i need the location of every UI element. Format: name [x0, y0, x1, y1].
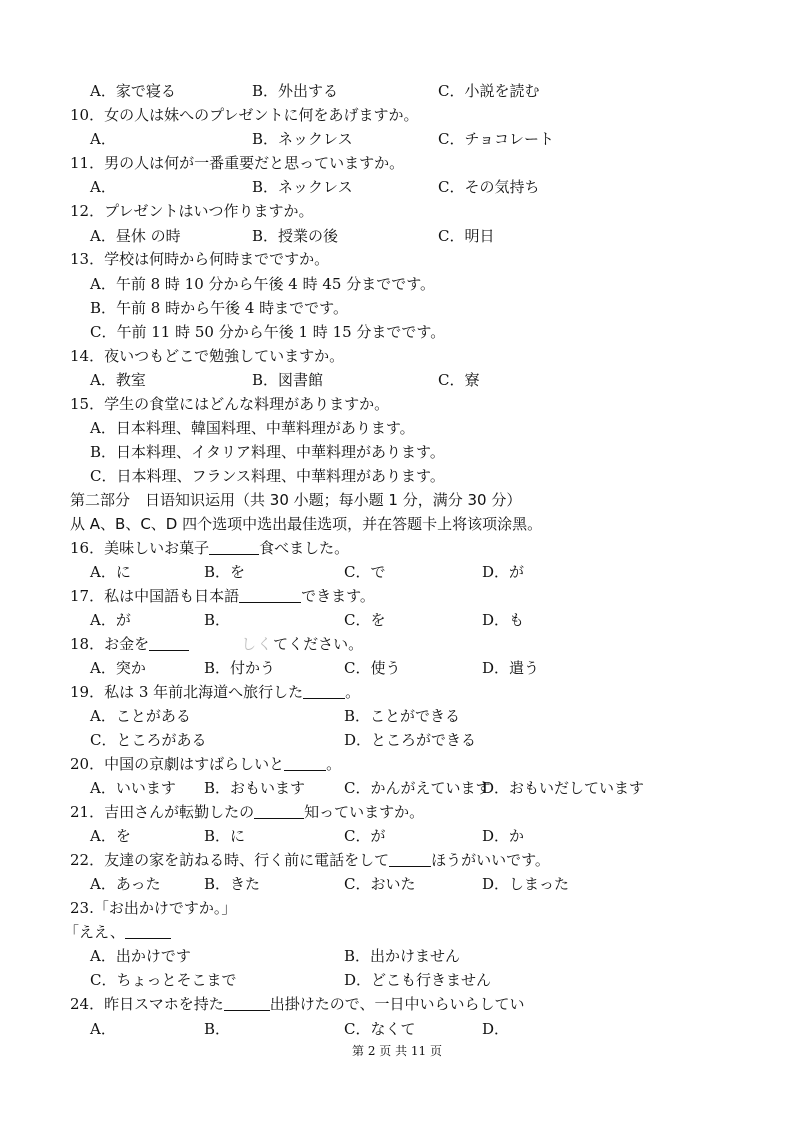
option: B．ネックレス	[252, 130, 353, 148]
option: B．図書館	[252, 371, 324, 389]
stem-text: 21．吉田さんが転勤したの	[70, 803, 255, 821]
answer-blank	[254, 804, 304, 819]
option: D．ところができる	[344, 731, 477, 749]
option: C．ちょっとそこまで	[90, 971, 237, 989]
question-22-stem	[70, 849, 754, 871]
option: A．あった	[90, 875, 161, 893]
option: C．午前 11 時 50 分から午後 1 時 15 分までです。	[90, 323, 446, 341]
question-18-stem	[70, 633, 754, 655]
stem-text: 22．友達の家を訪ねる時、行く前に電話をして	[70, 851, 390, 869]
option: A．教室	[90, 371, 146, 389]
option: A．いいます	[90, 779, 176, 797]
stem-text: 。	[326, 755, 342, 773]
option: A．昼休 の時	[90, 227, 181, 245]
option: C．おいた	[344, 875, 416, 893]
option: B．を	[204, 563, 246, 581]
answer-blank	[224, 996, 270, 1011]
answer-blank	[149, 636, 189, 651]
question-17-stem	[70, 585, 754, 607]
stem-text: 16．美味しいお菓子	[70, 539, 210, 557]
question-11-stem: 11．男の人は何が一番重要だと思っていますか。	[70, 154, 405, 172]
stem-text: 出掛けたので、一日中いらいらしてい	[269, 995, 525, 1013]
question-20-stem	[70, 753, 754, 775]
option: A．を	[90, 827, 131, 845]
option: C．小説を読む	[438, 82, 540, 100]
option: B．きた	[204, 875, 261, 893]
question-15-stem: 15．学生の食堂にはどんな料理がありますか。	[70, 395, 390, 413]
option: D．が	[482, 563, 525, 581]
option: B．出かけません	[344, 947, 461, 965]
option: B．授業の後	[252, 227, 339, 245]
option: C．使う	[344, 659, 401, 677]
option: B．付かう	[204, 659, 276, 677]
option: A．	[90, 130, 116, 148]
stem-text: ほうがいいです。	[431, 851, 550, 869]
question-23-stem: 23.「お出かけですか。」	[70, 899, 237, 917]
stem-text: てください。	[273, 635, 364, 653]
option: C．寮	[438, 371, 480, 389]
answer-blank	[389, 852, 431, 867]
option: A．が	[90, 611, 131, 629]
option: D．か	[482, 827, 525, 845]
answer-blank	[303, 684, 345, 699]
question-21-stem	[70, 801, 754, 823]
question-10-stem: 10．女の人は妹へのプレゼントに何をあげますか。	[70, 106, 419, 124]
option: A．出かけです	[90, 947, 191, 965]
option: C．なくて	[344, 1020, 416, 1038]
question-16-stem	[70, 537, 754, 559]
question-24-stem	[70, 993, 754, 1015]
option: B．外出する	[252, 82, 339, 100]
question-13-stem: 13．学校は何時から何時までですか。	[70, 250, 330, 268]
option: B．に	[204, 827, 246, 845]
option: D．しまった	[482, 875, 570, 893]
option: C．日本料理、フランス料理、中華料理があります。	[90, 467, 445, 485]
option: A．	[90, 178, 116, 196]
question-19-stem	[70, 681, 754, 703]
option: B．	[204, 1020, 231, 1038]
stem-text: できます。	[301, 587, 375, 605]
stem-text: 知っていますか。	[304, 803, 425, 821]
option: D．も	[482, 611, 525, 629]
question-23-reply	[64, 921, 754, 943]
option: D．おもいだしています	[482, 779, 645, 797]
option: C．その気持ち	[438, 178, 540, 196]
option: A．家で寝る	[90, 82, 176, 100]
section-instruction: 从 A、B、C、D 四个选项中选出最佳选项，并在答题卡上将该项涂黑。	[70, 515, 543, 533]
answer-blank	[284, 756, 326, 771]
option: C．かんがえています	[344, 779, 491, 797]
option: A．に	[90, 563, 131, 581]
option: D．どこも行きません	[344, 971, 492, 989]
question-14-stem: 14．夜いつもどこで勉強していますか。	[70, 347, 345, 365]
option: C．を	[344, 611, 386, 629]
stem-text: 18．お金を	[70, 635, 150, 653]
stem-text: 。	[345, 683, 361, 701]
option: B．ネックレス	[252, 178, 353, 196]
option: D．遣う	[482, 659, 540, 677]
stem-text: 20．中国の京劇はすばらしいと	[70, 755, 285, 773]
question-12-stem: 12．プレゼントはいつ作りますか。	[70, 202, 314, 220]
option: A．日本料理、韓国料理、中華料理があります。	[90, 419, 415, 437]
stem-text: 17．私は中国語も日本語	[70, 587, 240, 605]
option: A．ことがある	[90, 707, 191, 725]
option: C．で	[344, 563, 386, 581]
stem-text: 食べました。	[259, 539, 350, 557]
option: B．日本料理、イタリア料理、中華料理があります。	[90, 443, 445, 461]
option: B．おもいます	[204, 779, 306, 797]
stem-text: 「ええ、	[64, 923, 125, 941]
page-number: 第 2 页 共 11 页	[352, 1044, 442, 1058]
option: A．	[90, 1020, 116, 1038]
option: B．	[204, 611, 231, 629]
stem-text: 24．昨日スマホを持た	[70, 995, 224, 1013]
option: B．ことができる	[344, 707, 461, 725]
smudged-text: しく	[241, 635, 274, 653]
stem-text: 19．私は 3 年前北海道へ旅行した	[70, 683, 304, 701]
option: C．が	[344, 827, 386, 845]
answer-blank	[239, 588, 301, 603]
option: A．突か	[90, 659, 146, 677]
section-title: 第二部分 日语知识运用（共 30 小题；每小题 1 分，满分 30 分）	[70, 491, 522, 509]
option: C．明日	[438, 227, 495, 245]
option: C．チョコレート	[438, 130, 555, 148]
option: D．	[482, 1020, 510, 1038]
answer-blank	[125, 924, 171, 939]
option: B．午前 8 時から午後 4 時までです。	[90, 299, 348, 317]
option: C．ところがある	[90, 731, 207, 749]
option: A．午前 8 時 10 分から午後 4 時 45 分までです。	[90, 275, 436, 293]
answer-blank	[209, 540, 259, 555]
